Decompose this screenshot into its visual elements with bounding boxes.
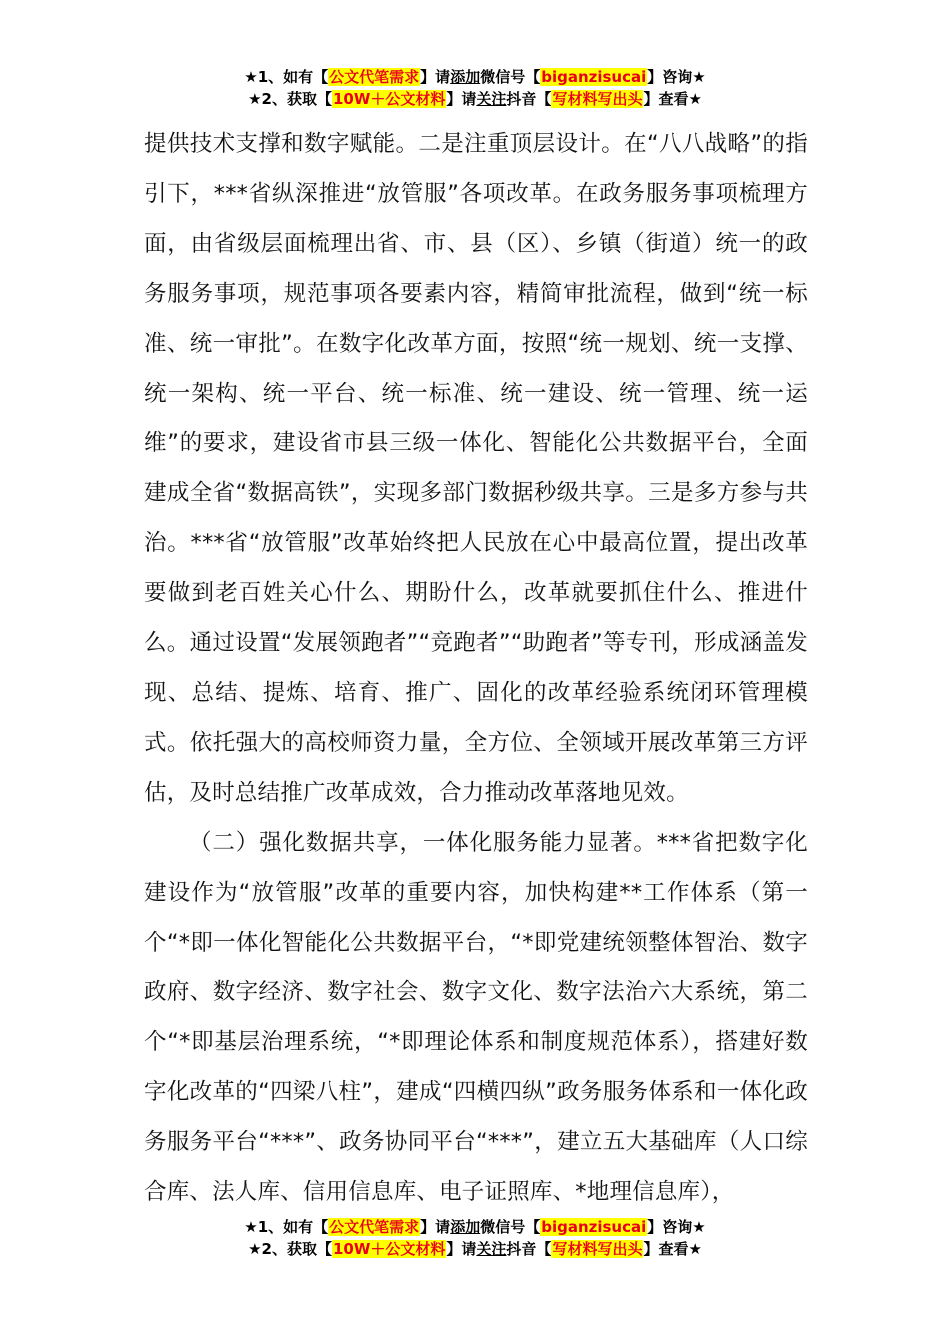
paragraph-section-two: （二）强化数据共享，一体化服务能力显著。***省把数字化建设作为“放管服”改革的重要内容，加快构建**工作体系（第一个“*即一体化智能化公共数据平台，“*即党建统领整体智治、数字政府、数字经济、数字社会、数字文化、数字法治六大系统，第二个“*即基层治理系统，“*即理论体系和制度规范体系），搭建好数字化改革的“四梁八柱”，建成“四横四纵”政务服务体系和一体化政务服务平台“***”、政务协同平台“***”，建立五大基础库（人口综合库、法人库、信用信息库、电子证照库、*地理信息库），	[144, 829, 808, 1206]
banner-highlight: 公文代笔需求	[329, 68, 420, 86]
banner-line-1: ★1、如有【公文代笔需求】请添加微信号【biganzisucai】咨询★	[244, 68, 706, 86]
header-banner	[0, 66, 950, 110]
banner-line-2: ★2、获取【10W＋公文材料】请关注抖音【写材料写出头】查看★	[248, 90, 702, 108]
banner-wechat-id: biganzisucai	[541, 1218, 647, 1236]
document-body	[144, 120, 808, 1218]
paragraph-continued: 提供技术支撑和数字赋能。二是注重顶层设计。在“八八战略”的指引下，***省纵深推进“放管服”各项改革。在政务服务事项梳理方面，由省级层面梳理出省、市、县（区）、乡镇（街道）统一的政务服务事项，规范事项各要素内容，精简审批流程，做到“统一标准、统一审批”。在数字化改革方面，按照“统一规划、统一支撑、统一架构、统一平台、统一标准、统一建设、统一管理、统一运维”的要求，建设省市县三级一体化、智能化公共数据平台，全面建成全省“数据高铁”，实现多部门数据秒级共享。三是多方参与共治。***省“放管服”改革始终把人民放在心中最高位置，提出改革要做到老百姓关心什么、期盼什么，改革就要抓住什么、推进什么。通过设置“发展领跑者”“竞跑者”“助跑者”等专刊，形成涵盖发现、总结、提炼、培育、推广、固化的改革经验系统闭环管理模式。依托强大的高校师资力量，全方位、全领域开展改革第三方评估，及时总结推广改革成效，合力推动改革落地见效。	[144, 131, 808, 806]
banner-wechat-id: biganzisucai	[541, 68, 647, 86]
banner-line-1: ★1、如有【公文代笔需求】请添加微信号【biganzisucai】咨询★	[244, 1218, 706, 1236]
banner-highlight: 公文代笔需求	[329, 1218, 420, 1236]
footer-banner	[0, 1216, 950, 1260]
banner-highlight: 10W＋公文材料	[332, 1240, 446, 1258]
banner-douyin-name: 写材料写出头	[552, 1240, 643, 1258]
banner-highlight: 10W＋公文材料	[332, 90, 446, 108]
banner-douyin-name: 写材料写出头	[552, 90, 643, 108]
banner-line-2: ★2、获取【10W＋公文材料】请关注抖音【写材料写出头】查看★	[248, 1240, 702, 1258]
